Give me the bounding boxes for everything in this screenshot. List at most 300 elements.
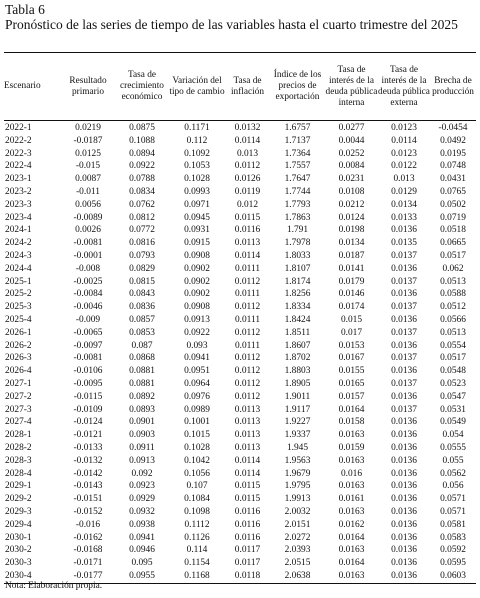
scenario-cell: 2026-2: [5, 340, 32, 351]
inflation-cell: 0.0112: [234, 353, 261, 364]
growth-rate-cell: 0.0881: [129, 378, 155, 389]
primary-result-cell: -0.0115: [73, 391, 103, 402]
exchange-rate-cell: 0.1028: [184, 442, 210, 453]
table-caption: [5, 2, 477, 32]
export-price-cell: 1.8424: [284, 314, 311, 325]
domestic-debt-rate-cell: 0.0164: [338, 558, 365, 569]
export-price-cell: 1.7863: [284, 212, 311, 223]
table-row: [4, 301, 476, 314]
scenario-cell: 2022-2: [5, 135, 32, 146]
growth-rate-cell: 0.0772: [129, 225, 155, 236]
primary-result-cell: -0.0124: [73, 417, 103, 428]
inflation-cell: 0.0112: [234, 391, 261, 402]
output-gap-cell: 0.0502: [440, 199, 466, 210]
scenario-cell: 2022-4: [5, 161, 32, 172]
external-debt-rate-cell: 0.0136: [378, 570, 430, 583]
export-price-cell: 1.7744: [284, 186, 311, 197]
domestic-debt-rate-cell: 0.0174: [338, 302, 365, 313]
inflation-cell: 0.0114: [234, 455, 261, 466]
growth-rate-cell: 0.0955: [115, 570, 169, 583]
exchange-rate-cell: 0.0902: [184, 276, 210, 287]
column-header-exchange-rate-variation: Variación del tipo de cambio: [169, 75, 225, 97]
growth-rate-cell: 0.0875: [129, 123, 155, 133]
exchange-rate-cell: 0.0902: [184, 263, 210, 274]
growth-rate-cell: 0.0836: [129, 302, 155, 313]
domestic-debt-rate-cell: 0.0155: [338, 366, 365, 377]
exchange-rate-cell: 0.0989: [184, 404, 210, 415]
scenario-cell: 2024-3: [5, 250, 32, 261]
exchange-rate-cell: 0.107: [186, 481, 208, 492]
primary-result-cell: -0.0162: [73, 532, 103, 543]
export-price-cell: 1.9913: [284, 494, 311, 505]
primary-result-cell: -0.0084: [73, 289, 103, 300]
inflation-cell: 0.0111: [234, 340, 261, 351]
exchange-rate-cell: 0.0941: [184, 353, 210, 364]
growth-rate-cell: 0.0932: [129, 506, 155, 517]
table-row: [4, 212, 476, 225]
export-price-cell: 2.0032: [284, 506, 311, 517]
domestic-debt-rate-cell: 0.015: [340, 314, 363, 325]
export-price-cell: 1.945: [286, 442, 309, 453]
primary-result-cell: 0.0087: [75, 174, 101, 185]
table-row: [4, 442, 476, 455]
growth-rate-cell: 0.0911: [129, 442, 155, 453]
inflation-cell: 0.0116: [234, 532, 261, 543]
external-debt-rate-cell: 0.0123: [391, 148, 417, 159]
export-price-cell: 1.9117: [284, 404, 311, 415]
domestic-debt-rate-cell: 0.0084: [338, 161, 365, 172]
growth-rate-cell: 0.1088: [129, 135, 155, 146]
external-debt-rate-cell: 0.0137: [391, 302, 417, 313]
primary-result-cell: -0.0097: [73, 340, 103, 351]
primary-result-cell: -0.0106: [73, 366, 103, 377]
table-row: [4, 506, 476, 519]
domestic-debt-rate-cell: 0.0277: [338, 123, 365, 133]
output-gap-cell: 0.0517: [440, 250, 466, 261]
output-gap-cell: 0.0588: [440, 289, 466, 300]
external-debt-rate-cell: 0.0136: [391, 430, 417, 441]
scenario-cell: 2025-3: [5, 302, 32, 313]
export-price-cell: 2.0151: [284, 519, 311, 530]
export-price-cell: 1.8607: [284, 340, 311, 351]
primary-result-cell: -0.0065: [73, 327, 103, 338]
table-row: [4, 276, 476, 289]
external-debt-rate-cell: 0.0137: [391, 327, 417, 338]
scenario-cell: 2028-1: [5, 430, 32, 441]
inflation-cell: 0.0112: [234, 366, 261, 377]
inflation-cell: 0.0114: [234, 468, 261, 479]
scenario-cell: 2027-4: [5, 417, 32, 428]
external-debt-rate-cell: 0.0136: [391, 519, 417, 530]
table-title: Pronóstico de las series de tiempo de las variables hasta el cuarto trimestre del 2025: [5, 17, 458, 32]
primary-result-cell: -0.016: [75, 519, 101, 530]
inflation-cell: 0.0116: [234, 506, 261, 517]
export-price-cell: 1.8803: [284, 366, 311, 377]
exchange-rate-cell: 0.112: [186, 135, 208, 146]
table-row: [4, 340, 476, 353]
scenario-cell: 2025-1: [5, 276, 32, 287]
external-debt-rate-cell: 0.0137: [391, 276, 417, 287]
scenario-cell: 2026-4: [5, 366, 32, 377]
table-row: [4, 250, 476, 263]
domestic-debt-rate-cell: 0.016: [340, 468, 363, 479]
inflation-cell: 0.0132: [234, 123, 261, 133]
external-debt-rate-cell: 0.0136: [391, 532, 417, 543]
output-gap-cell: 0.0549: [440, 417, 466, 428]
growth-rate-cell: 0.0815: [129, 276, 155, 287]
external-debt-rate-cell: 0.0136: [391, 417, 417, 428]
inflation-cell: 0.0117: [234, 545, 261, 556]
external-debt-rate-cell: 0.0134: [391, 199, 417, 210]
output-gap-cell: 0.0581: [440, 519, 466, 530]
export-price-cell: 1.9337: [284, 430, 311, 441]
domestic-debt-rate-cell: 0.0167: [338, 353, 365, 364]
scenario-cell: 2030-2: [5, 545, 32, 556]
output-gap-cell: -0.0454: [438, 123, 468, 133]
growth-rate-cell: 0.087: [131, 340, 153, 351]
table-row: [4, 519, 476, 532]
primary-result-cell: -0.0121: [73, 430, 103, 441]
growth-rate-cell: 0.0816: [129, 238, 155, 249]
exchange-rate-cell: 0.1171: [184, 123, 210, 133]
growth-rate-cell: 0.092: [131, 468, 153, 479]
inflation-cell: 0.0115: [234, 212, 261, 223]
exchange-rate-cell: 0.1042: [184, 455, 210, 466]
domestic-debt-rate-cell: 0.017: [340, 327, 363, 338]
export-price-cell: 1.7557: [284, 161, 311, 172]
primary-result-cell: -0.0142: [73, 468, 103, 479]
growth-rate-cell: 0.0893: [129, 404, 155, 415]
export-price-cell: 1.9563: [284, 455, 311, 466]
domestic-debt-rate-cell: 0.0134: [338, 238, 365, 249]
domestic-debt-rate-cell: 0.0212: [338, 199, 365, 210]
external-debt-rate-cell: 0.0136: [391, 558, 417, 569]
export-price-cell: 1.7978: [284, 238, 311, 249]
growth-rate-cell: 0.0843: [129, 289, 155, 300]
output-gap-cell: 0.062: [442, 263, 464, 274]
domestic-debt-rate-cell: 0.0252: [338, 148, 365, 159]
growth-rate-cell: 0.0762: [129, 199, 155, 210]
inflation-cell: 0.0111: [234, 289, 261, 300]
export-price-cell: 1.9679: [284, 468, 311, 479]
growth-rate-cell: 0.0812: [129, 212, 155, 223]
table-row: [4, 135, 476, 148]
external-debt-rate-cell: 0.0137: [391, 404, 417, 415]
growth-rate-cell: 0.0868: [129, 353, 155, 364]
output-gap-cell: 0.0554: [440, 340, 466, 351]
inflation-cell: 0.0112: [234, 378, 261, 389]
table-row: [4, 148, 476, 161]
primary-result-cell: -0.0143: [73, 481, 103, 492]
growth-rate-cell: 0.0903: [129, 430, 155, 441]
output-gap-cell: 0.0518: [440, 225, 466, 236]
output-gap-cell: 0.0517: [440, 353, 466, 364]
domestic-debt-rate-cell: 0.0159: [338, 442, 365, 453]
table-row: [4, 186, 476, 199]
growth-rate-cell: 0.0894: [129, 148, 155, 159]
external-debt-rate-cell: 0.0123: [391, 123, 417, 133]
scenario-cell: 2027-1: [5, 378, 32, 389]
growth-rate-cell: 0.0829: [129, 263, 155, 274]
growth-rate-cell: 0.0923: [129, 481, 155, 492]
export-price-cell: 1.8702: [284, 353, 311, 364]
primary-result-cell: -0.0152: [73, 506, 103, 517]
inflation-cell: 0.0112: [234, 327, 261, 338]
primary-result-cell: -0.0133: [73, 442, 103, 453]
exchange-rate-cell: 0.0902: [184, 289, 210, 300]
export-price-cell: 1.8905: [284, 378, 311, 389]
exchange-rate-cell: 0.0915: [184, 238, 210, 249]
external-debt-rate-cell: 0.0137: [391, 378, 417, 389]
output-gap-cell: 0.0603: [430, 570, 476, 583]
export-price-cell: 1.791: [286, 225, 309, 236]
output-gap-cell: 0.0195: [440, 148, 466, 159]
exchange-rate-cell: 0.1168: [169, 570, 225, 583]
external-debt-rate-cell: 0.0136: [391, 468, 417, 479]
growth-rate-cell: 0.0788: [129, 174, 155, 185]
domestic-debt-rate-cell: 0.0158: [338, 417, 365, 428]
domestic-debt-rate-cell: 0.0165: [338, 378, 365, 389]
table-note: Nota: Elaboración propia.: [5, 581, 103, 591]
inflation-cell: 0.0111: [234, 263, 261, 274]
domestic-debt-rate-cell: 0.0163: [338, 430, 365, 441]
scenario-cell: 2024-2: [5, 238, 32, 249]
table-row: [4, 224, 476, 237]
scenario-cell: 2030-1: [5, 532, 32, 543]
primary-result-cell: -0.0109: [73, 404, 103, 415]
external-debt-rate-cell: 0.0135: [391, 238, 417, 249]
primary-result-cell: -0.0001: [73, 250, 103, 261]
primary-result-cell: -0.011: [76, 186, 100, 197]
primary-result-cell: 0.0219: [75, 123, 101, 133]
scenario-cell: 2028-2: [5, 442, 32, 453]
inflation-cell: 0.0115: [234, 494, 261, 505]
domestic-debt-rate-cell: 0.0162: [338, 519, 365, 530]
inflation-cell: 0.0115: [234, 481, 261, 492]
domestic-debt-rate-cell: 0.0157: [338, 391, 365, 402]
inflation-cell: 0.0114: [234, 250, 261, 261]
export-price-cell: 2.0638: [270, 570, 325, 583]
export-price-cell: 1.8033: [284, 250, 311, 261]
exchange-rate-cell: 0.1126: [184, 532, 210, 543]
table-body: [4, 121, 476, 584]
inflation-cell: 0.013: [236, 148, 259, 159]
primary-result-cell: -0.0081: [73, 353, 103, 364]
table-row: [4, 121, 476, 135]
inflation-cell: 0.0113: [234, 238, 261, 249]
growth-rate-cell: 0.0922: [129, 161, 155, 172]
forecast-table: [4, 52, 476, 584]
export-price-cell: 1.9227: [284, 417, 311, 428]
table-row: [4, 237, 476, 250]
scenario-cell: 2025-4: [5, 314, 32, 325]
table-row: [4, 173, 476, 186]
exchange-rate-cell: 0.0908: [184, 250, 210, 261]
scenario-cell: 2027-2: [5, 391, 32, 402]
scenario-cell: 2027-3: [5, 404, 32, 415]
external-debt-rate-cell: 0.0137: [391, 250, 417, 261]
exchange-rate-cell: 0.0971: [184, 199, 210, 210]
scenario-cell: 2028-3: [5, 455, 32, 466]
growth-rate-cell: 0.0892: [129, 391, 155, 402]
export-price-cell: 1.7647: [284, 174, 311, 185]
table-row: [4, 404, 476, 417]
inflation-cell: 0.0113: [234, 430, 261, 441]
column-header-scenario: Escenario: [4, 81, 41, 91]
table-row: [4, 493, 476, 506]
inflation-cell: 0.0111: [234, 314, 261, 325]
exchange-rate-cell: 0.1056: [184, 468, 210, 479]
primary-result-cell: 0.0125: [75, 148, 101, 159]
domestic-debt-rate-cell: 0.0108: [338, 186, 365, 197]
column-header-external-debt-rate: Tasa de interés de la deuda pública externa: [378, 64, 430, 108]
domestic-debt-rate-cell: 0.0163: [325, 570, 378, 583]
domestic-debt-rate-cell: 0.0124: [338, 212, 365, 223]
table-row: [4, 314, 476, 327]
external-debt-rate-cell: 0.013: [393, 174, 415, 185]
external-debt-rate-cell: 0.0136: [391, 455, 417, 466]
export-price-cell: 1.8511: [284, 327, 311, 338]
scenario-cell: 2025-2: [5, 289, 32, 300]
table-row: [4, 378, 476, 391]
domestic-debt-rate-cell: 0.0141: [338, 263, 365, 274]
output-gap-cell: 0.0595: [440, 558, 466, 569]
scenario-cell: 2029-3: [5, 506, 32, 517]
inflation-cell: 0.0113: [234, 442, 261, 453]
column-header-primary-result: Resultado primario: [69, 75, 107, 97]
domestic-debt-rate-cell: 0.0179: [338, 276, 365, 287]
external-debt-rate-cell: 0.0136: [391, 263, 417, 274]
scenario-cell: 2029-2: [5, 494, 32, 505]
domestic-debt-rate-cell: 0.0164: [338, 532, 365, 543]
exchange-rate-cell: 0.114: [186, 545, 208, 556]
output-gap-cell: 0.0571: [440, 494, 466, 505]
scenario-cell: 2029-1: [5, 481, 32, 492]
inflation-cell: 0.0118: [225, 570, 270, 583]
exchange-rate-cell: 0.0964: [184, 378, 210, 389]
exchange-rate-cell: 0.1112: [184, 519, 210, 530]
table-row: [4, 544, 476, 557]
domestic-debt-rate-cell: 0.0146: [338, 289, 365, 300]
export-price-cell: 1.6757: [284, 123, 311, 133]
primary-result-cell: -0.0081: [73, 238, 103, 249]
domestic-debt-rate-cell: 0.0163: [338, 506, 365, 517]
primary-result-cell: 0.0056: [75, 199, 101, 210]
primary-result-cell: -0.0025: [73, 276, 103, 287]
growth-rate-cell: 0.0938: [129, 519, 155, 530]
growth-rate-cell: 0.0881: [129, 366, 155, 377]
exchange-rate-cell: 0.0908: [184, 302, 210, 313]
output-gap-cell: 0.054: [442, 430, 464, 441]
output-gap-cell: 0.0531: [440, 404, 466, 415]
export-price-cell: 1.7137: [284, 135, 311, 146]
inflation-cell: 0.0113: [234, 404, 261, 415]
primary-result-cell: -0.008: [75, 263, 101, 274]
exchange-rate-cell: 0.0922: [184, 327, 210, 338]
growth-rate-cell: 0.0941: [129, 532, 155, 543]
inflation-cell: 0.0119: [234, 186, 261, 197]
growth-rate-cell: 0.0913: [129, 455, 155, 466]
exchange-rate-cell: 0.0993: [184, 186, 210, 197]
output-gap-cell: 0.0555: [440, 442, 466, 453]
domestic-debt-rate-cell: 0.0198: [338, 225, 365, 236]
growth-rate-cell: 0.0834: [129, 186, 155, 197]
inflation-cell: 0.0126: [234, 174, 261, 185]
domestic-debt-rate-cell: 0.0163: [338, 481, 365, 492]
table-row: [4, 365, 476, 378]
exchange-rate-cell: 0.0951: [184, 366, 210, 377]
external-debt-rate-cell: 0.0136: [391, 366, 417, 377]
inflation-cell: 0.0113: [234, 417, 261, 428]
export-price-cell: 2.0272: [284, 532, 311, 543]
primary-result-cell: -0.009: [75, 314, 101, 325]
scenario-cell: 2023-1: [5, 174, 32, 185]
output-gap-cell: 0.056: [442, 481, 464, 492]
export-price-cell: 1.7793: [284, 199, 311, 210]
primary-result-cell: -0.0151: [73, 494, 103, 505]
growth-rate-cell: 0.0901: [129, 417, 155, 428]
scenario-cell: 2028-4: [5, 468, 32, 479]
table-row: [4, 557, 476, 570]
exchange-rate-cell: 0.1015: [184, 430, 210, 441]
table-row: [4, 455, 476, 468]
scenario-cell: 2024-4: [5, 263, 32, 274]
inflation-cell: 0.0112: [234, 276, 261, 287]
external-debt-rate-cell: 0.0136: [391, 442, 417, 453]
output-gap-cell: 0.0513: [440, 276, 466, 287]
domestic-debt-rate-cell: 0.0164: [338, 404, 365, 415]
scenario-cell: 2023-4: [5, 212, 32, 223]
primary-result-cell: -0.0095: [73, 378, 103, 389]
growth-rate-cell: 0.0853: [129, 327, 155, 338]
output-gap-cell: 0.055: [442, 455, 464, 466]
export-price-cell: 1.8256: [284, 289, 311, 300]
external-debt-rate-cell: 0.0136: [391, 481, 417, 492]
primary-result-cell: -0.0177: [61, 570, 115, 583]
domestic-debt-rate-cell: 0.0163: [338, 545, 365, 556]
column-header-domestic-debt-rate: Tasa de interés de la deuda pública interna: [325, 64, 378, 108]
inflation-cell: 0.0117: [234, 558, 261, 569]
scenario-cell: 2029-4: [5, 519, 32, 530]
table-row: [4, 327, 476, 340]
table-row: [4, 288, 476, 301]
scenario-cell: 2022-1: [5, 123, 32, 133]
export-price-cell: 1.8107: [284, 263, 311, 274]
growth-rate-cell: 0.0857: [129, 314, 155, 325]
inflation-cell: 0.0116: [234, 225, 261, 236]
output-gap-cell: 0.0512: [440, 302, 466, 313]
table-header-row: [4, 53, 476, 121]
table-row: [4, 391, 476, 404]
export-price-cell: 1.8334: [284, 302, 311, 313]
scenario-cell: 2026-1: [5, 327, 32, 338]
primary-result-cell: -0.0171: [73, 558, 103, 569]
primary-result-cell: -0.0089: [73, 212, 103, 223]
domestic-debt-rate-cell: 0.0153: [338, 340, 365, 351]
exchange-rate-cell: 0.093: [186, 340, 208, 351]
export-price-cell: 1.9011: [284, 391, 311, 402]
exchange-rate-cell: 0.1053: [184, 161, 210, 172]
external-debt-rate-cell: 0.0136: [391, 506, 417, 517]
inflation-cell: 0.0112: [234, 302, 261, 313]
primary-result-cell: -0.0046: [73, 302, 103, 313]
scenario-cell: 2030-3: [5, 558, 32, 569]
growth-rate-cell: 0.0946: [129, 545, 155, 556]
output-gap-cell: 0.0548: [440, 366, 466, 377]
primary-result-cell: 0.0026: [75, 225, 101, 236]
export-price-cell: 1.9795: [284, 481, 311, 492]
domestic-debt-rate-cell: 0.0187: [338, 250, 365, 261]
